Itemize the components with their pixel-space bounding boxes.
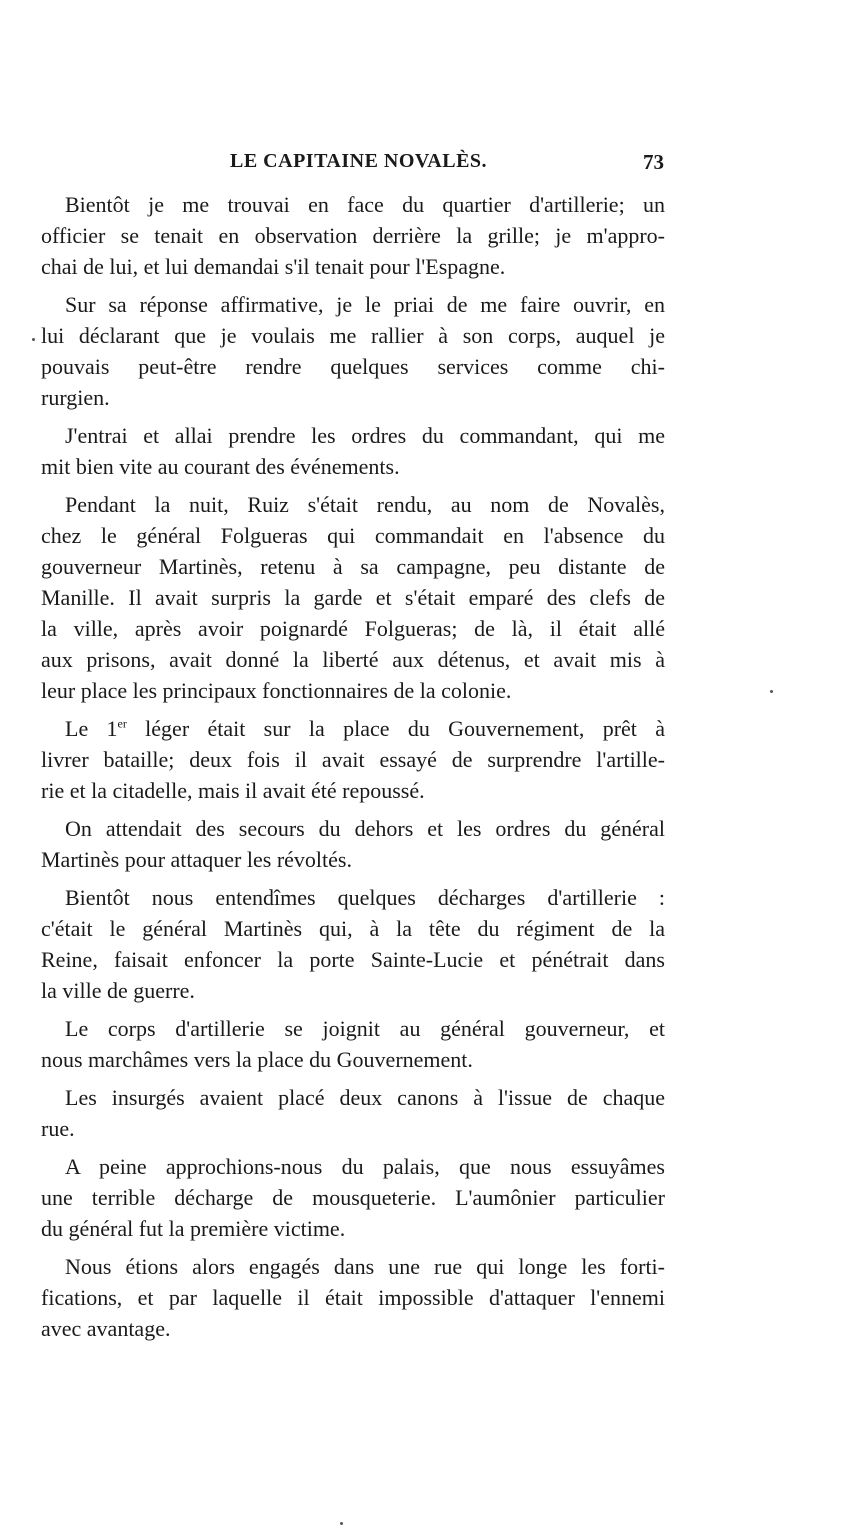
text-line: nous marchâmes vers la place du Gouvernement. (41, 1047, 473, 1072)
text-line: Nous étions alors engagés dans une rue qui longe les forti- (65, 1254, 665, 1279)
text-line: leur place les principaux fonctionnaires de la colonie. (41, 678, 512, 703)
text-line: Pendant la nuit, Ruiz s'était rendu, au nom de Novalès, (65, 492, 665, 517)
running-title: LE CAPITAINE NOVALÈS. (230, 150, 488, 172)
text-fragment: Le 1 (65, 716, 118, 741)
paper-speck (770, 690, 773, 693)
text-line: A peine approchions-nous du palais, que nous essuyâmes (65, 1154, 665, 1179)
page-number: 73 (643, 150, 664, 174)
paragraph-10 (41, 1151, 665, 1244)
paragraph-9 (41, 1082, 665, 1144)
paragraph-2 (41, 289, 665, 413)
text-line: aux prisons, avait donné la liberté aux détenus, et avait mis à (41, 647, 665, 672)
paragraph-6 (41, 813, 665, 875)
superscript-ordinal: er (117, 716, 127, 731)
paragraph-5 (41, 713, 665, 806)
text-line: On attendait des secours du dehors et les ordres du général (65, 816, 665, 841)
text-line: rie et la citadelle, mais il avait été repoussé. (41, 778, 425, 803)
text-line: mit bien vite au courant des événements. (41, 454, 400, 479)
text-line: rurgien. (41, 385, 110, 410)
text-line: Bientôt je me trouvai en face du quartier d'artillerie; un (65, 192, 665, 217)
paragraph-3 (41, 420, 665, 482)
paragraph-1 (41, 189, 665, 282)
text-line: c'était le général Martinès qui, à la tête du régiment de la (41, 916, 665, 941)
text-line: la ville, après avoir poignardé Folgueras; de là, il était allé (41, 616, 665, 641)
paper-speck (340, 1522, 343, 1525)
text-line: gouverneur Martinès, retenu à sa campagne, peu distante de (41, 554, 665, 579)
text-line: pouvais peut-être rendre quelques services comme chi- (41, 354, 665, 379)
text-line: lui déclarant que je voulais me rallier à son corps, auquel je (41, 323, 665, 348)
text-line: Manille. Il avait surpris la garde et s'était emparé des clefs de (41, 585, 665, 610)
text-line: officier se tenait en observation derrière la grille; je m'appro- (41, 223, 665, 248)
text-line: fications, et par laquelle il était impossible d'attaquer l'ennemi (41, 1285, 665, 1310)
text-fragment: léger était sur la place du Gouvernement, prêt à (126, 716, 665, 741)
page-header (64, 150, 664, 180)
text-line: Martinès pour attaquer les révoltés. (41, 847, 352, 872)
text-line: chai de lui, et lui demandai s'il tenait pour l'Espagne. (41, 254, 506, 279)
text-line: du général fut la première victime. (41, 1216, 346, 1241)
body-text (41, 189, 665, 1351)
paper-speck (32, 338, 35, 341)
text-line (41, 713, 665, 744)
text-line: Reine, faisait enfoncer la porte Sainte-Lucie et pénétrait dans (41, 947, 665, 972)
text-line: Le corps d'artillerie se joignit au général gouverneur, et (65, 1016, 665, 1041)
text-line: rue. (41, 1116, 75, 1141)
text-line: J'entrai et allai prendre les ordres du commandant, qui me (65, 423, 665, 448)
text-line: Bientôt nous entendîmes quelques décharges d'artillerie : (65, 885, 665, 910)
text-line: Sur sa réponse affirmative, je le priai de me faire ouvrir, en (65, 292, 665, 317)
text-line: avec avantage. (41, 1316, 171, 1341)
paragraph-8 (41, 1013, 665, 1075)
paragraph-7 (41, 882, 665, 1006)
paragraph-4 (41, 489, 665, 706)
text-line: livrer bataille; deux fois il avait essayé de surprendre l'artille- (41, 747, 665, 772)
text-line: une terrible décharge de mousqueterie. L'aumônier particulier (41, 1185, 665, 1210)
text-line: la ville de guerre. (41, 978, 195, 1003)
text-line: Les insurgés avaient placé deux canons à l'issue de chaque (65, 1085, 665, 1110)
text-line: chez le général Folgueras qui commandait en l'absence du (41, 523, 665, 548)
paragraph-11 (41, 1251, 665, 1344)
